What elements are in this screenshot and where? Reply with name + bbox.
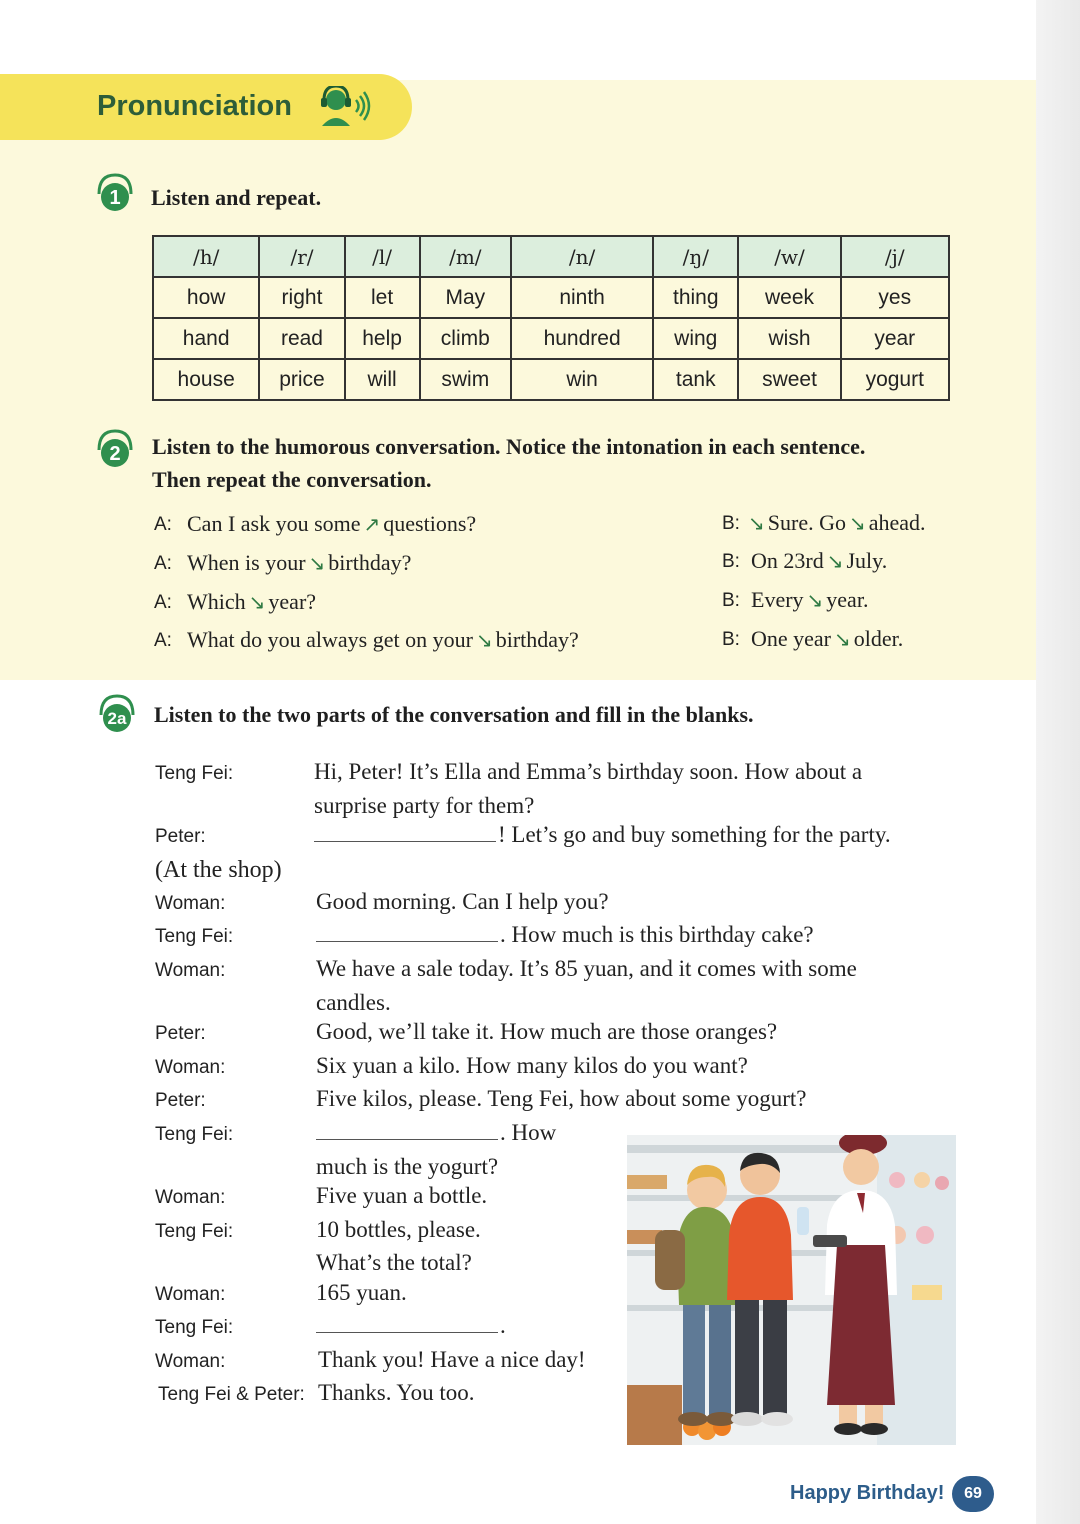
activity-1-number: 1: [109, 187, 121, 209]
falling-intonation-icon: ↘: [834, 627, 851, 651]
speaker-label: A:: [154, 553, 172, 574]
dialogue-text: One year: [751, 626, 832, 651]
speaker-label: A:: [154, 514, 172, 535]
speaker-label: Teng Fei:: [155, 926, 234, 947]
phoneme-header: /w/: [738, 236, 840, 277]
conversation-line: [316, 1116, 556, 1150]
word-cell: will: [345, 359, 420, 400]
shop-scene-illustration: [627, 1135, 956, 1445]
speaker-label: Woman:: [155, 960, 226, 981]
dialogue-text: questions?: [383, 511, 477, 536]
word-cell: thing: [653, 277, 738, 318]
conversation-text: ! Let’s go and buy something for the party.: [498, 822, 891, 847]
conversation-text: Good morning. Can I help you?: [316, 889, 609, 914]
conversation-text: much is the yogurt?: [316, 1154, 499, 1179]
dialogue-text: Can I ask you some: [187, 511, 361, 536]
word-cell: hundred: [511, 318, 653, 359]
word-cell: help: [345, 318, 420, 359]
dialogue-text: year?: [268, 589, 317, 614]
word-cell: ninth: [511, 277, 653, 318]
word-cell: house: [153, 359, 259, 400]
conversation-text: .: [500, 1313, 506, 1338]
page-edge: [1036, 0, 1080, 1524]
conversation-line: [316, 918, 814, 952]
speaker-label: B:: [722, 551, 740, 572]
conversation-text: surprise party for them?: [314, 793, 535, 818]
dialogue-line: [751, 548, 887, 574]
word-cell: hand: [153, 318, 259, 359]
falling-intonation-icon: ↘: [308, 551, 326, 575]
speaker-label: Teng Fei:: [155, 1221, 234, 1242]
phoneme-header: /h/: [153, 236, 259, 277]
dialogue-line: [751, 626, 903, 652]
word-cell: week: [738, 277, 840, 318]
conversation-text: Thanks. You too.: [318, 1380, 475, 1405]
activity-2-number: 2: [109, 443, 121, 465]
footer-unit-title: Happy Birthday!: [790, 1482, 945, 1504]
dialogue-text: birthday?: [495, 627, 579, 652]
word-cell: price: [259, 359, 344, 400]
word-cell: tank: [653, 359, 738, 400]
word-cell: climb: [420, 318, 512, 359]
speaker-label: A:: [154, 592, 172, 613]
dialogue-line: [745, 510, 926, 536]
speaker-label: Peter:: [155, 1023, 206, 1044]
table-row: [153, 359, 949, 400]
activity-2-instruction-line2: Then repeat the conversation.: [152, 467, 432, 492]
speaker-label: Woman:: [155, 1057, 226, 1078]
phoneme-table-header-row: [153, 236, 949, 277]
falling-intonation-icon: ↘: [826, 549, 844, 573]
dialogue-text: older.: [853, 626, 904, 651]
activity-2-instruction-line1: Listen to the humorous conversation. Notice the intonation in each sentence.: [152, 434, 866, 459]
dialogue-line: [187, 511, 476, 537]
speaker-label: A:: [154, 630, 172, 651]
conversation-text: Five kilos, please. Teng Fei, how about some yogurt?: [316, 1086, 807, 1111]
speaker-label: Woman:: [155, 1351, 226, 1372]
word-cell: wish: [738, 318, 840, 359]
page-number-badge: 69: [952, 1476, 994, 1512]
speaker-label: Peter:: [155, 1090, 206, 1111]
word-cell: May: [420, 277, 512, 318]
fill-in-blank[interactable]: [316, 923, 498, 942]
falling-intonation-icon: ↘: [248, 590, 266, 614]
falling-intonation-icon: ↘: [475, 628, 493, 652]
conversation-text: 165 yuan.: [316, 1280, 407, 1305]
word-cell: yogurt: [841, 359, 949, 400]
word-cell: wing: [653, 318, 738, 359]
dialogue-text: Which: [187, 589, 246, 614]
speaker-label: Peter:: [155, 826, 206, 847]
conversation-text: Hi, Peter! It’s Ella and Emma’s birthday soon. How about a: [314, 759, 863, 784]
falling-intonation-icon: ↘: [806, 588, 824, 612]
conversation-text: Thank you! Have a nice day!: [318, 1347, 586, 1372]
conversation-line: [314, 818, 891, 852]
activity-2a-headphone-badge-icon: [96, 693, 138, 735]
speaker-label: Woman:: [155, 1187, 226, 1208]
phoneme-header: /r/: [259, 236, 344, 277]
word-cell: yes: [841, 277, 949, 318]
dialogue-text: What do you always get on your: [187, 627, 473, 652]
rising-intonation-icon: ↗: [363, 512, 381, 536]
conversation-text: Five yuan a bottle.: [316, 1183, 488, 1208]
activity-2a-instruction: Listen to the two parts of the conversation and fill in the blanks.: [154, 702, 754, 727]
scene-direction: (At the shop): [155, 857, 282, 883]
conversation-text: . How much is this birthday cake?: [500, 922, 814, 947]
dialogue-line: [187, 550, 411, 576]
word-cell: read: [259, 318, 344, 359]
dialogue-line: [187, 627, 579, 653]
speaker-label: Woman:: [155, 893, 226, 914]
speaker-label: B:: [722, 590, 740, 611]
fill-in-blank[interactable]: [314, 823, 496, 842]
section-title: Pronunciation: [97, 90, 292, 122]
dialogue-text: July.: [846, 548, 888, 573]
speaker-label: Teng Fei & Peter:: [158, 1384, 305, 1405]
activity-2a-number: 2a: [107, 709, 127, 728]
word-cell: swim: [420, 359, 512, 400]
word-cell: right: [259, 277, 344, 318]
dialogue-text: When is your: [187, 550, 306, 575]
word-cell: how: [153, 277, 259, 318]
word-cell: let: [345, 277, 420, 318]
dialogue-text: ahead.: [868, 510, 926, 535]
word-cell: sweet: [738, 359, 840, 400]
dialogue-line: [751, 587, 868, 613]
conversation-text: Six yuan a kilo. How many kilos do you want?: [316, 1053, 748, 1078]
phoneme-table: [152, 235, 950, 401]
phoneme-header: /l/: [345, 236, 420, 277]
table-row: [153, 318, 949, 359]
word-cell: year: [841, 318, 949, 359]
headset-speaker-icon: [318, 86, 372, 132]
conversation-text: Good, we’ll take it. How much are those oranges?: [316, 1019, 778, 1044]
dialogue-text: year.: [826, 587, 869, 612]
activity-2-headphone-badge-icon: [94, 428, 136, 470]
conversation-text: What’s the total?: [316, 1250, 472, 1275]
table-row: [153, 277, 949, 318]
speaker-label: B:: [722, 629, 740, 650]
speaker-label: Teng Fei:: [155, 763, 234, 784]
phoneme-header: /n/: [511, 236, 653, 277]
dialogue-text: Every: [751, 587, 804, 612]
activity-1-instruction: Listen and repeat.: [151, 185, 322, 210]
dialogue-text: birthday?: [328, 550, 412, 575]
speaker-label: B:: [722, 513, 740, 534]
phoneme-header: /j/: [841, 236, 949, 277]
fill-in-blank[interactable]: [316, 1121, 498, 1140]
conversation-text: candles.: [316, 990, 391, 1015]
falling-intonation-icon: ↘: [848, 511, 866, 535]
dialogue-line: [187, 589, 316, 615]
phoneme-header: /ŋ/: [653, 236, 738, 277]
conversation-line: [316, 1309, 506, 1343]
conversation-text: We have a sale today. It’s 85 yuan, and it comes with some: [316, 956, 857, 981]
word-cell: win: [511, 359, 653, 400]
conversation-text: . How: [500, 1120, 557, 1145]
activity-1-headphone-badge-icon: [94, 172, 136, 214]
dialogue-text: On 23rd: [751, 548, 824, 573]
falling-intonation-icon: ↘: [748, 511, 765, 535]
phoneme-header: /m/: [420, 236, 512, 277]
conversation-text: 10 bottles, please.: [316, 1217, 481, 1242]
speaker-label: Teng Fei:: [155, 1124, 234, 1145]
speaker-label: Teng Fei:: [155, 1317, 234, 1338]
dialogue-text: Sure. Go: [767, 510, 846, 535]
fill-in-blank[interactable]: [316, 1314, 498, 1333]
speaker-label: Woman:: [155, 1284, 226, 1305]
